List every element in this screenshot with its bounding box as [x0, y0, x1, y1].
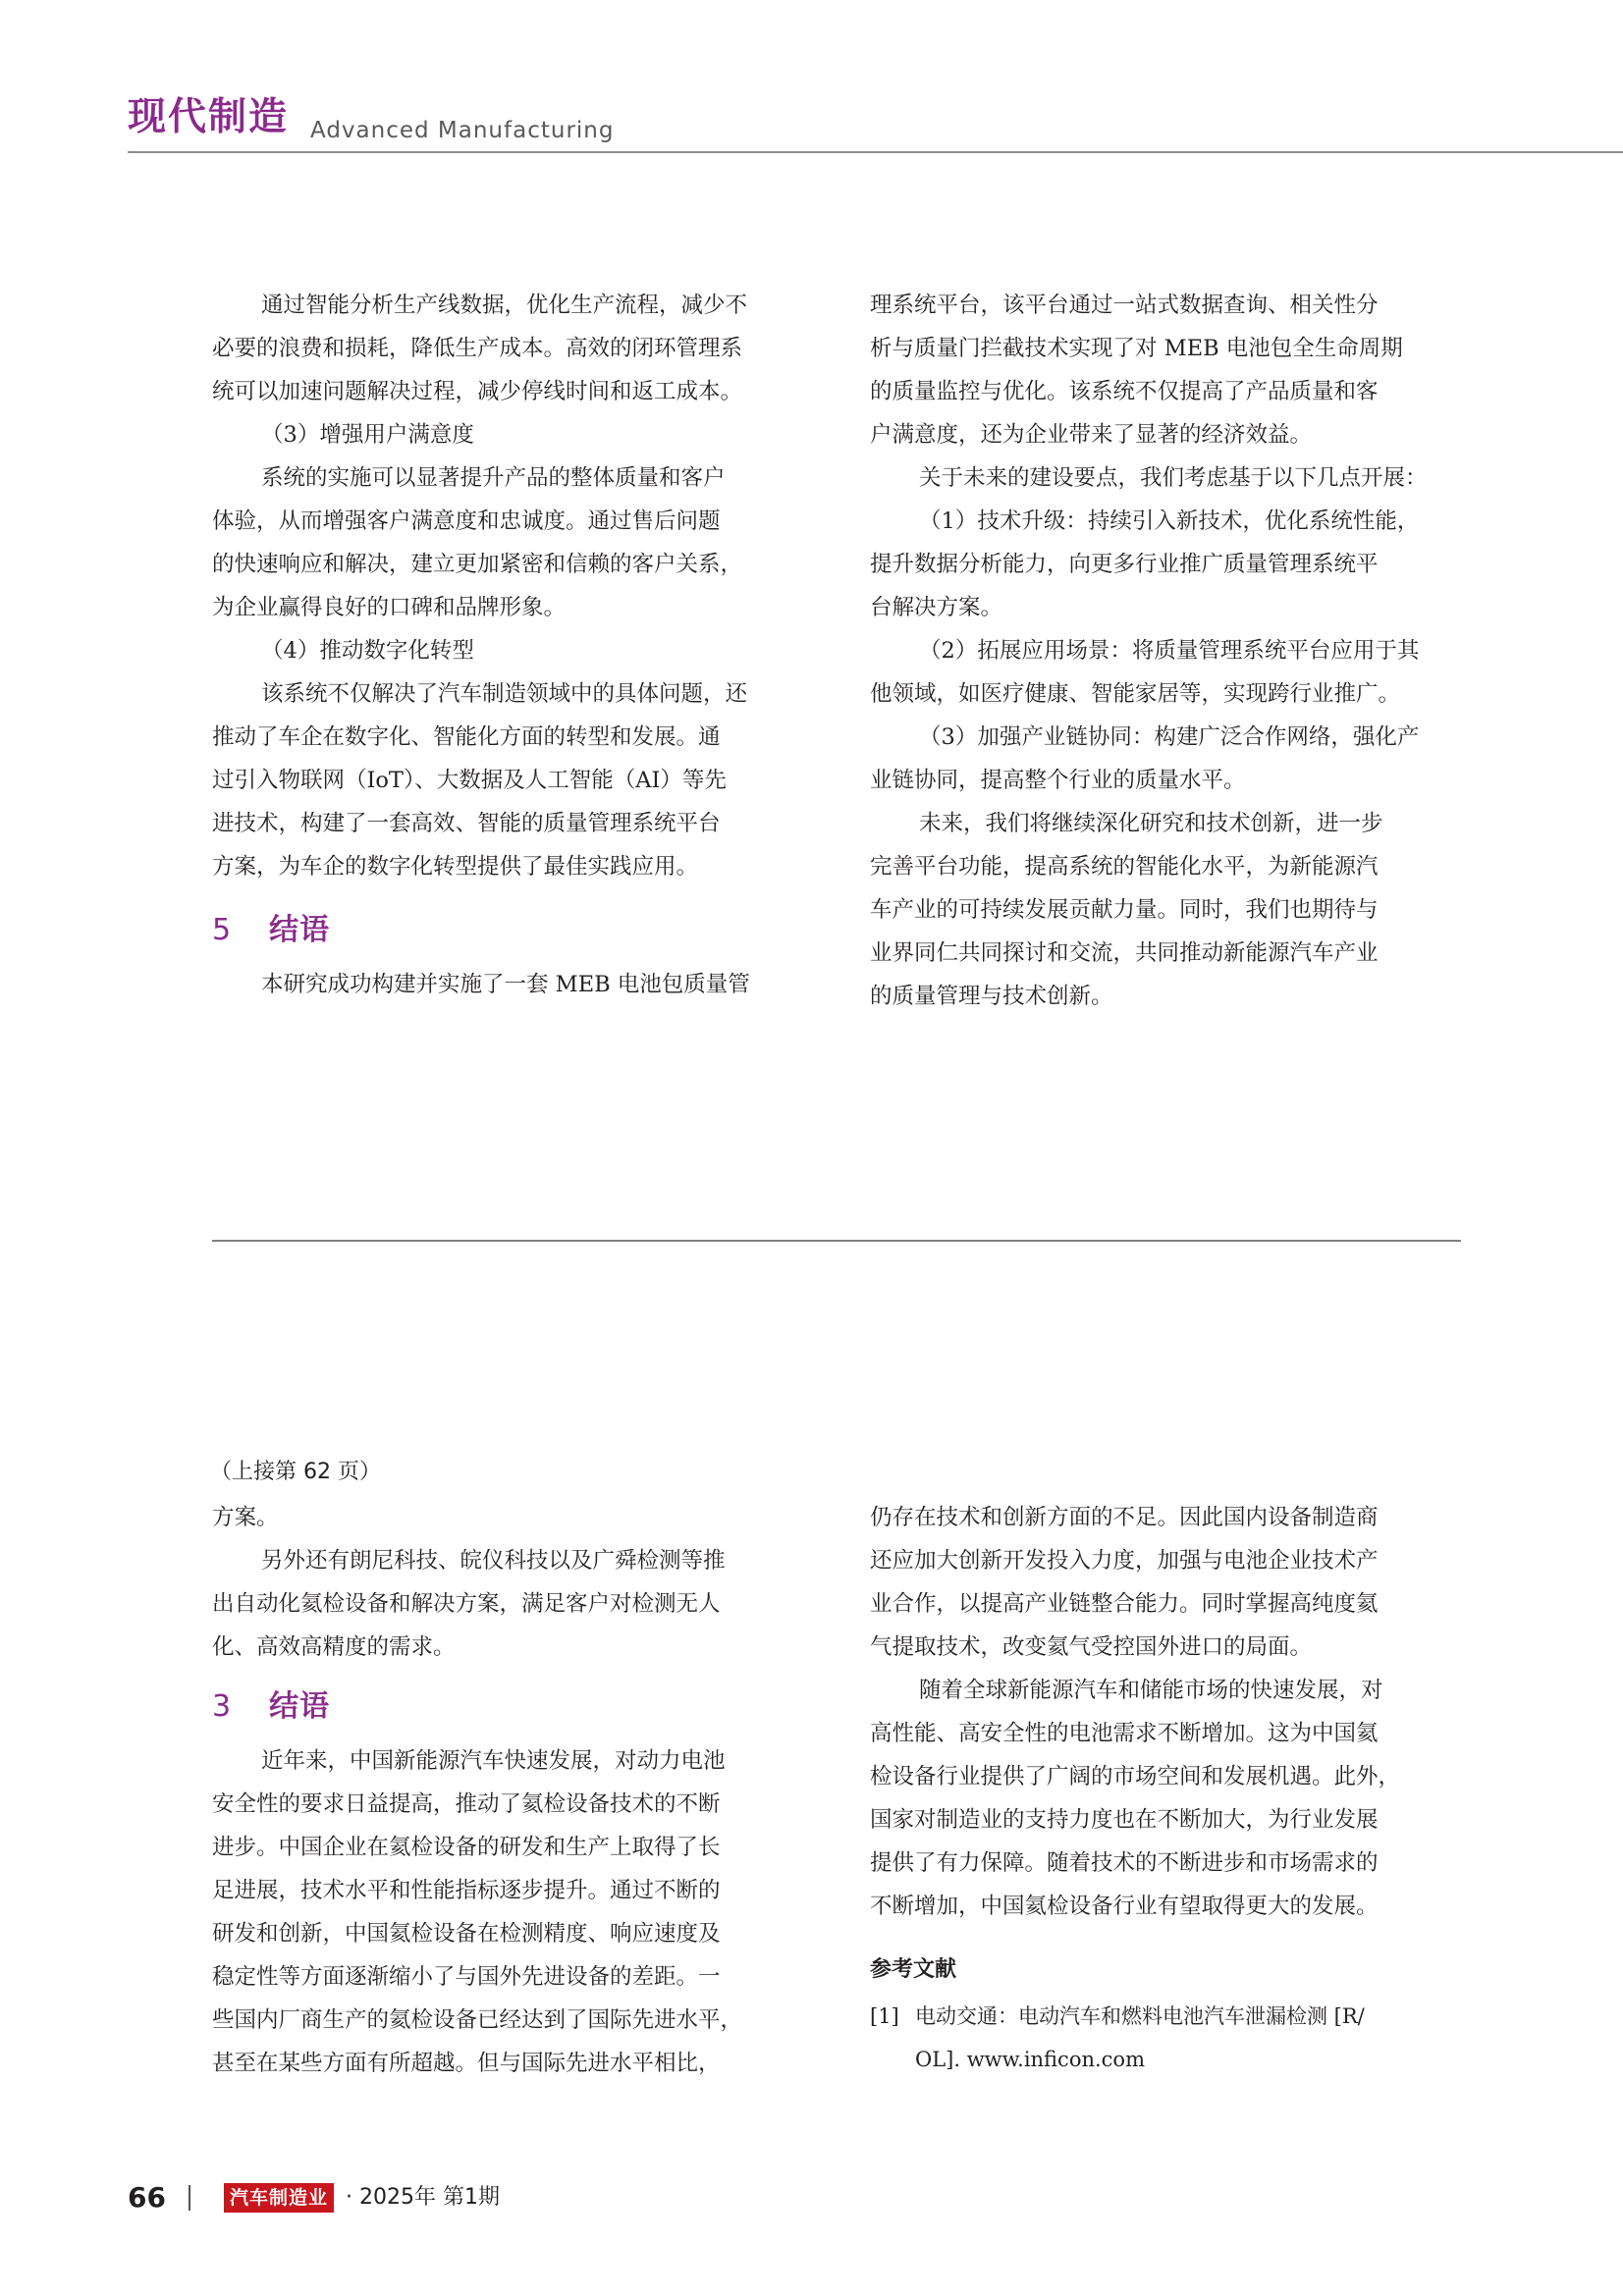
paragraph-line: 关于未来的建设要点，我们考虑基于以下几点开展： [919, 465, 1428, 491]
journal-logo: 汽车制造业 [224, 2183, 334, 2213]
paragraph-line: 不断增加，中国氦检设备行业有望取得更大的发展。 [870, 1894, 1379, 1919]
paragraph-line: 理系统平台，该平台通过一站式数据查询、相关性分 [870, 293, 1379, 318]
article-divider [212, 1240, 1461, 1242]
paragraph-line: 气提取技术，改变氦气受控国外进口的局面。 [870, 1634, 1313, 1660]
reference-text: 电动交通：电动汽车和燃料电池汽车泄漏检测 [R/ [915, 2004, 1365, 2028]
references-heading: 参考文献 [870, 1957, 957, 1982]
paragraph-line: 的快速响应和解决，建立更加紧密和信赖的客户关系， [212, 552, 743, 577]
paragraph-line: 检设备行业提供了广阔的市场空间和发展机遇。此外， [870, 1764, 1401, 1789]
paragraph-line: 的质量管理与技术创新。 [870, 984, 1113, 1009]
section-title: 结语 [269, 1689, 331, 1724]
paragraph-line: 研发和创新，中国氦检设备在检测精度、响应速度及 [212, 1921, 721, 1947]
section-heading [212, 1675, 801, 1739]
paragraph-line: 另外还有朗尼科技、皖仪科技以及广舜检测等推 [261, 1548, 726, 1574]
section-heading [212, 898, 801, 963]
issue-info: · 2025年 第1期 [346, 2185, 500, 2210]
paragraph-line: 提供了有力保障。随着技术的不断进步和市场需求的 [870, 1850, 1379, 1876]
subheading-line: （4）推动数字化转型 [261, 638, 474, 664]
paragraph-line: 户满意度，还为企业带来了显著的经济效益。 [870, 422, 1313, 448]
paragraph-line: 必要的浪费和损耗，降低生产成本。高效的闭环管理系 [212, 336, 743, 361]
top-left-column [212, 284, 801, 1006]
paragraph-line: 方案，为车企的数字化转型提供了最佳实践应用。 [212, 854, 699, 880]
paragraph-line: 安全性的要求日益提高，推动了氦检设备技术的不断 [212, 1791, 721, 1817]
paragraph-line: 些国内厂商生产的氦检设备已经达到了国际先进水平， [212, 2007, 743, 2033]
paragraph-line: 系统的实施可以显著提升产品的整体质量和客户 [261, 465, 726, 491]
paragraph-line: 过引入物联网（IoT）、大数据及人工智能（AI）等先 [212, 768, 727, 793]
paragraph-line: 足进展，技术水平和性能指标逐步提升。通过不断的 [212, 1878, 721, 1903]
footer-divider [189, 2185, 190, 2211]
section-number: 3 [212, 1689, 233, 1724]
journal-section-title: 现代制造 [128, 95, 290, 139]
reference-item-continued: OL]. www.inficon.com [915, 2048, 1145, 2071]
paragraph-line: （1）技术升级：持续引入新技术，优化系统性能， [919, 508, 1420, 534]
paragraph-line: 他领域，如医疗健康、智能家居等，实现跨行业推广。 [870, 681, 1401, 707]
paragraph-line: 台解决方案。 [870, 595, 1003, 620]
paragraph-line: 国家对制造业的支持力度也在不断加大，为行业发展 [870, 1807, 1379, 1833]
paragraph-line: 进步。中国企业在氦检设备的研发和生产上取得了长 [212, 1835, 721, 1860]
paragraph-line: 仍存在技术和创新方面的不足。因此国内设备制造商 [870, 1505, 1379, 1530]
paragraph-line: 甚至在某些方面有所超越。但与国际先进水平相比， [212, 2051, 721, 2076]
page-number: 66 [128, 2181, 166, 2214]
paragraph-line: 推动了车企在数字化、智能化方面的转型和发展。通 [212, 724, 721, 750]
paragraph-line: 稳定性等方面逐渐缩小了与国外先进设备的差距。一 [212, 1964, 721, 1990]
reference-item [870, 1995, 1459, 2038]
paragraph-line: 近年来，中国新能源汽车快速发展，对动力电池 [261, 1748, 726, 1774]
header-divider [128, 151, 1623, 153]
paragraph-line: 统可以加速问题解决过程，减少停线时间和返工成本。 [212, 379, 743, 404]
paragraph-line: 该系统不仅解决了汽车制造领域中的具体问题，还 [261, 681, 748, 707]
bottom-left-column [212, 1496, 801, 2085]
paragraph-line: 本研究成功构建并实施了一套 MEB 电池包质量管 [261, 972, 750, 997]
paragraph-line: 业链协同，提高整个行业的质量水平。 [870, 768, 1246, 793]
paragraph-line: 业界同仁共同探讨和交流，共同推动新能源汽车产业 [870, 940, 1379, 966]
paragraph-line: 进技术，构建了一套高效、智能的质量管理系统平台 [212, 811, 721, 836]
reference-label: [1] [870, 2004, 899, 2028]
section-number: 5 [212, 913, 233, 947]
continued-from-note: （上接第 62 页） [210, 1460, 381, 1484]
paragraph-line: 析与质量门拦截技术实现了对 MEB 电池包全生命周期 [870, 336, 1403, 361]
paragraph-line: 业合作，以提高产业链整合能力。同时掌握高纯度氦 [870, 1591, 1379, 1617]
paragraph-line: 体验，从而增强客户满意度和忠诚度。通过售后问题 [212, 508, 721, 534]
paragraph-line: 未来，我们将继续深化研究和技术创新，进一步 [919, 811, 1383, 836]
paragraph-line: 高性能、高安全性的电池需求不断增加。这为中国氦 [870, 1721, 1379, 1746]
paragraph-line: 还应加大创新开发投入力度，加强与电池企业技术产 [870, 1548, 1379, 1574]
paragraph-line: 方案。 [212, 1505, 279, 1530]
paragraph-line: 出自动化氦检设备和解决方案，满足客户对检测无人 [212, 1591, 721, 1617]
top-right-column [870, 284, 1459, 1018]
paragraph-line: 完善平台功能，提高系统的智能化水平，为新能源汽 [870, 854, 1379, 880]
section-title: 结语 [269, 913, 331, 947]
paragraph-line: 车产业的可持续发展贡献力量。同时，我们也期待与 [870, 897, 1379, 923]
paragraph-line: （3）加强产业链协同：构建广泛合作网络，强化产 [919, 724, 1420, 750]
paragraph-line: 的质量监控与优化。该系统不仅提高了产品质量和客 [870, 379, 1379, 404]
paragraph-line: 随着全球新能源汽车和储能市场的快速发展，对 [919, 1678, 1383, 1703]
paragraph-line: 化、高效高精度的需求。 [212, 1634, 456, 1660]
paragraph-line: 提升数据分析能力，向更多行业推广质量管理系统平 [870, 552, 1379, 577]
subheading-line: （3）增强用户满意度 [261, 422, 474, 448]
paragraph-line: 为企业赢得良好的口碑和品牌形象。 [212, 595, 567, 620]
paragraph-line: 通过智能分析生产线数据，优化生产流程，减少不 [261, 293, 748, 318]
paragraph-line: （2）拓展应用场景：将质量管理系统平台应用于其 [919, 638, 1420, 664]
bottom-right-column [870, 1496, 1459, 2081]
journal-section-subtitle: Advanced Manufacturing [310, 118, 615, 143]
